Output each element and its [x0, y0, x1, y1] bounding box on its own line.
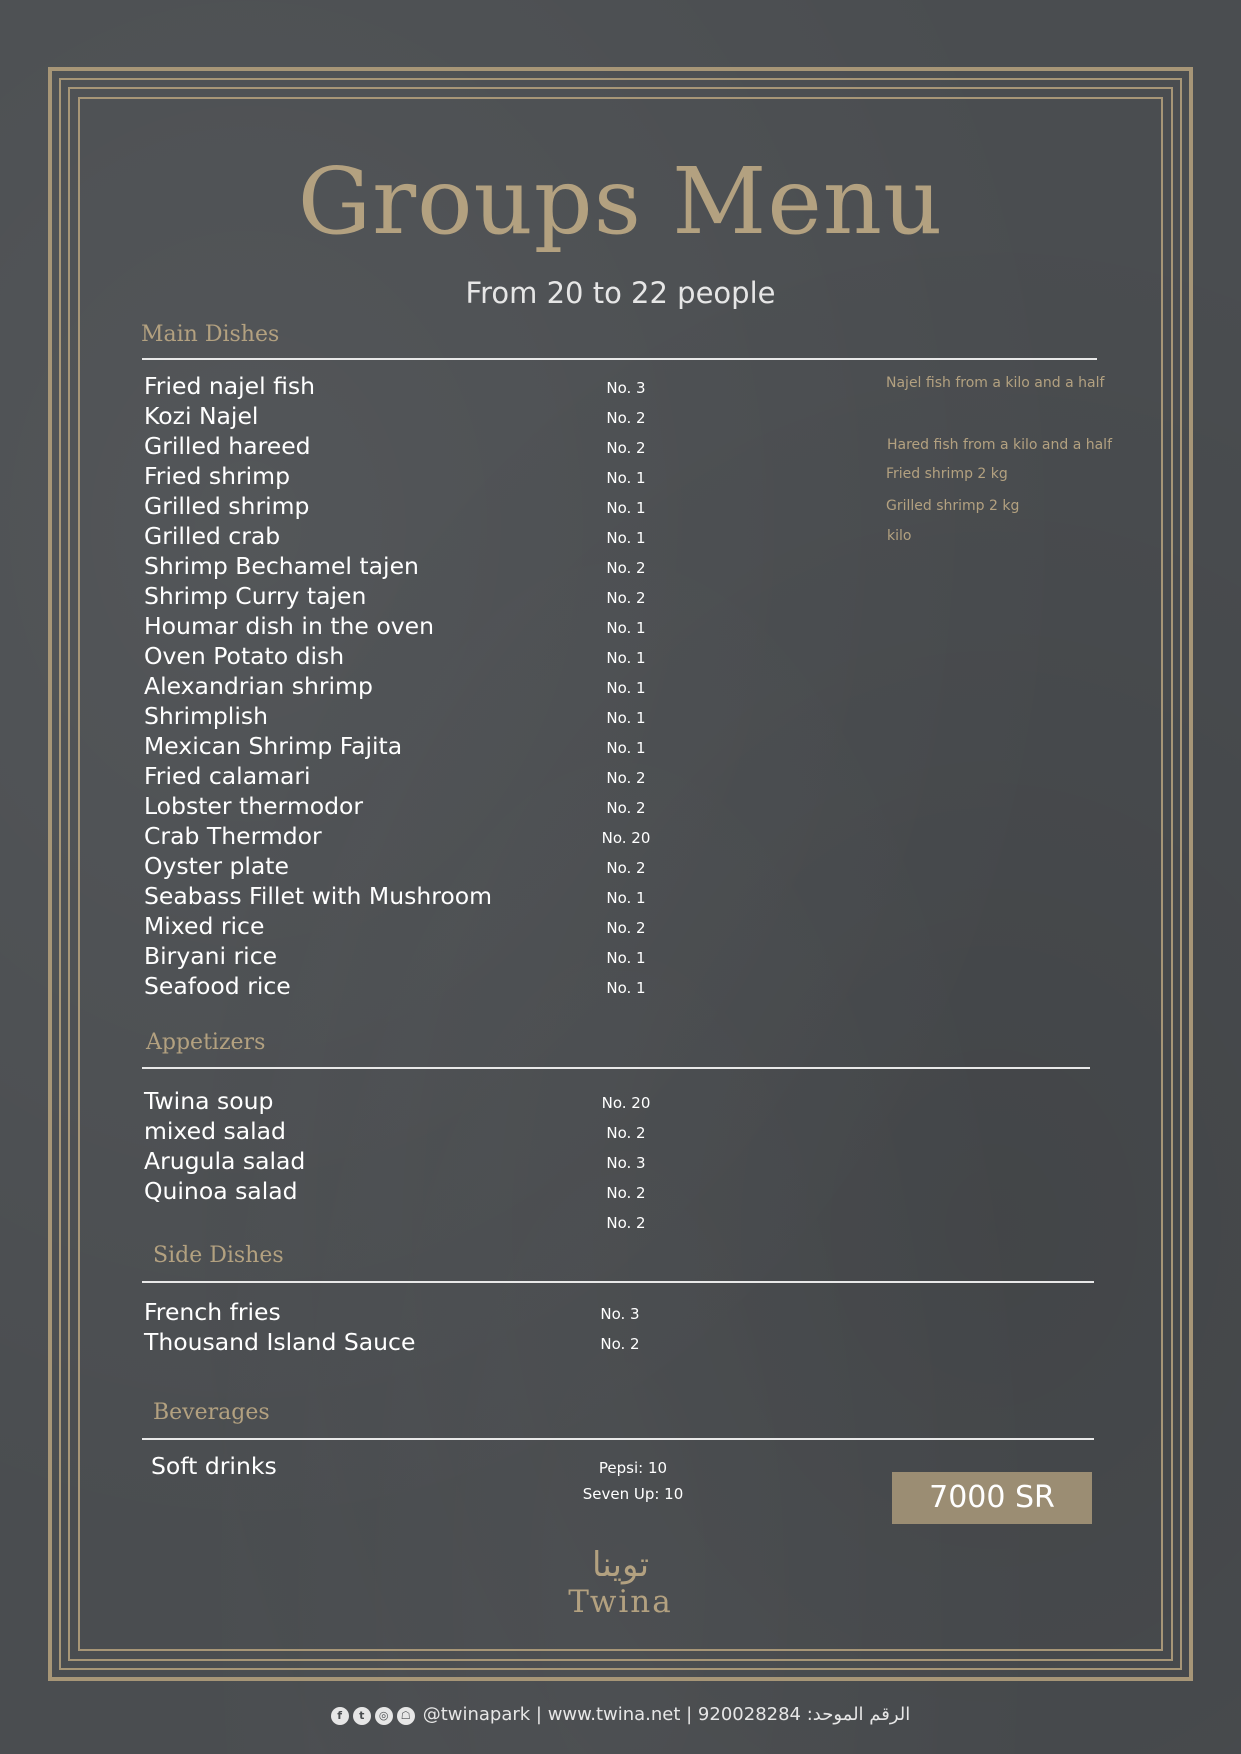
- dish-name: Houmar dish in the oven: [144, 612, 434, 640]
- list-item: [0, 372, 1241, 402]
- section-heading-appetizers: Appetizers: [146, 1030, 266, 1055]
- dish-name: Twina soup: [144, 1087, 274, 1115]
- dish-name: Soft drinks: [151, 1452, 277, 1480]
- social-icons: [331, 1705, 419, 1726]
- dish-name: French fries: [144, 1298, 281, 1326]
- section-divider-beverages: [142, 1438, 1094, 1440]
- list-item: [0, 732, 1241, 762]
- dish-name: Kozi Najel: [144, 402, 259, 430]
- section-heading-beverages: Beverages: [153, 1400, 270, 1425]
- dish-note: Hared fish from a kilo and a half: [887, 437, 1112, 453]
- dish-name: Mixed rice: [144, 912, 265, 940]
- section-divider-main: [142, 358, 1097, 360]
- list-item: [0, 1207, 1241, 1237]
- list-item: [0, 552, 1241, 582]
- dish-name: Thousand Island Sauce: [144, 1328, 416, 1356]
- twitter-icon[interactable]: t: [353, 1707, 371, 1725]
- dish-quantity: No. 20: [601, 1094, 651, 1112]
- dish-quantity: No. 1: [606, 979, 646, 997]
- dish-quantity: No. 2: [606, 769, 646, 787]
- dish-name: Shrimp Bechamel tajen: [144, 552, 419, 580]
- list-item: [0, 1328, 1241, 1358]
- dish-name: Oven Potato dish: [144, 642, 345, 670]
- logo-english: Twina: [568, 1584, 673, 1620]
- dish-quantity: No. 3: [606, 379, 646, 397]
- list-item: [0, 792, 1241, 822]
- list-item: [0, 582, 1241, 612]
- dish-name: Oyster plate: [144, 852, 289, 880]
- dish-quantity: No. 3: [600, 1305, 640, 1323]
- list-item: [0, 402, 1241, 432]
- dish-name: Shrimplish: [144, 702, 269, 730]
- dish-name: Crab Thermdor: [144, 822, 322, 850]
- dish-note: Grilled shrimp 2 kg: [886, 498, 1020, 514]
- list-item: [0, 492, 1241, 522]
- dish-name: mixed salad: [144, 1117, 286, 1145]
- dish-quantity: No. 1: [606, 529, 646, 547]
- dish-note: kilo: [887, 528, 912, 544]
- dish-quantity: No. 1: [606, 949, 646, 967]
- footer-contact: [0, 1704, 1241, 1726]
- dish-name: Seabass Fillet with Mushroom: [144, 882, 493, 910]
- snapchat-icon[interactable]: ☖: [397, 1707, 415, 1725]
- dish-quantity: No. 1: [606, 649, 646, 667]
- instagram-icon[interactable]: ◎: [375, 1707, 393, 1725]
- menu-subtitle: From 20 to 22 people: [465, 276, 776, 310]
- list-item: [0, 882, 1241, 912]
- dish-quantity: No. 2: [606, 439, 646, 457]
- dish-quantity: Pepsi: 10: [598, 1459, 668, 1477]
- dish-name: Mexican Shrimp Fajita: [144, 732, 403, 760]
- list-item: [0, 1177, 1241, 1207]
- facebook-icon[interactable]: f: [331, 1707, 349, 1725]
- list-item: [0, 912, 1241, 942]
- dish-quantity: No. 20: [601, 829, 651, 847]
- dish-name: Shrimp Curry tajen: [144, 582, 367, 610]
- list-item: [0, 762, 1241, 792]
- dish-quantity: No. 1: [606, 709, 646, 727]
- dish-quantity: No. 2: [606, 409, 646, 427]
- dish-quantity: No. 2: [606, 859, 646, 877]
- dish-name: Seafood rice: [144, 972, 291, 1000]
- dish-name: Quinoa salad: [144, 1177, 298, 1205]
- section-divider-sides: [142, 1281, 1094, 1283]
- dish-name: Grilled shrimp: [144, 492, 310, 520]
- section-heading-sides: Side Dishes: [153, 1243, 284, 1268]
- dish-quantity: No. 2: [606, 1124, 646, 1142]
- dish-quantity: No. 3: [606, 1154, 646, 1172]
- dish-quantity: No. 2: [606, 589, 646, 607]
- dish-quantity: No. 1: [606, 679, 646, 697]
- list-item: [0, 1117, 1241, 1147]
- list-item: [0, 462, 1241, 492]
- dish-note: Fried shrimp 2 kg: [886, 466, 1008, 482]
- list-item: [0, 1147, 1241, 1177]
- dish-quantity: No. 2: [600, 1335, 640, 1353]
- dish-quantity: No. 1: [606, 739, 646, 757]
- dish-quantity: No. 1: [606, 469, 646, 487]
- price-badge: 7000 SR: [892, 1472, 1092, 1524]
- dish-name: Fried najel fish: [144, 372, 316, 400]
- list-item: [0, 1298, 1241, 1328]
- dish-name: Arugula salad: [144, 1147, 306, 1175]
- dish-quantity: No. 2: [606, 919, 646, 937]
- dish-note: Najel fish from a kilo and a half: [886, 375, 1105, 391]
- dish-quantity: No. 2: [606, 1214, 646, 1232]
- dish-name: Biryani rice: [144, 942, 278, 970]
- section-divider-appetizers: [142, 1067, 1090, 1069]
- dish-name: Alexandrian shrimp: [144, 672, 373, 700]
- dish-name: Fried calamari: [144, 762, 311, 790]
- dish-quantity: No. 2: [606, 559, 646, 577]
- list-item: [0, 612, 1241, 642]
- logo-arabic: توينا: [591, 1545, 650, 1585]
- list-item: [0, 522, 1241, 552]
- list-item: [0, 852, 1241, 882]
- dish-quantity: No. 1: [606, 499, 646, 517]
- section-heading-main: Main Dishes: [141, 322, 280, 347]
- dish-name: Grilled hareed: [144, 432, 311, 460]
- list-item: [0, 672, 1241, 702]
- list-item: [0, 822, 1241, 852]
- dish-quantity: No. 2: [606, 1184, 646, 1202]
- menu-title: Groups Menu: [297, 148, 944, 255]
- footer-text: @twinapark | www.twina.net | 920028284 :الرقم الموحد: [422, 1704, 911, 1725]
- list-item: [0, 702, 1241, 732]
- list-item: [0, 642, 1241, 672]
- dish-name: Lobster thermodor: [144, 792, 364, 820]
- list-item: [0, 972, 1241, 1002]
- dish-quantity: No. 1: [606, 619, 646, 637]
- dish-name: Grilled crab: [144, 522, 281, 550]
- list-item: [0, 942, 1241, 972]
- list-item: [0, 432, 1241, 462]
- dish-quantity: No. 1: [606, 889, 646, 907]
- dish-name: Fried shrimp: [144, 462, 290, 490]
- dish-quantity: No. 2: [606, 799, 646, 817]
- dish-quantity-secondary: Seven Up: 10: [582, 1485, 684, 1503]
- list-item: [0, 1087, 1241, 1117]
